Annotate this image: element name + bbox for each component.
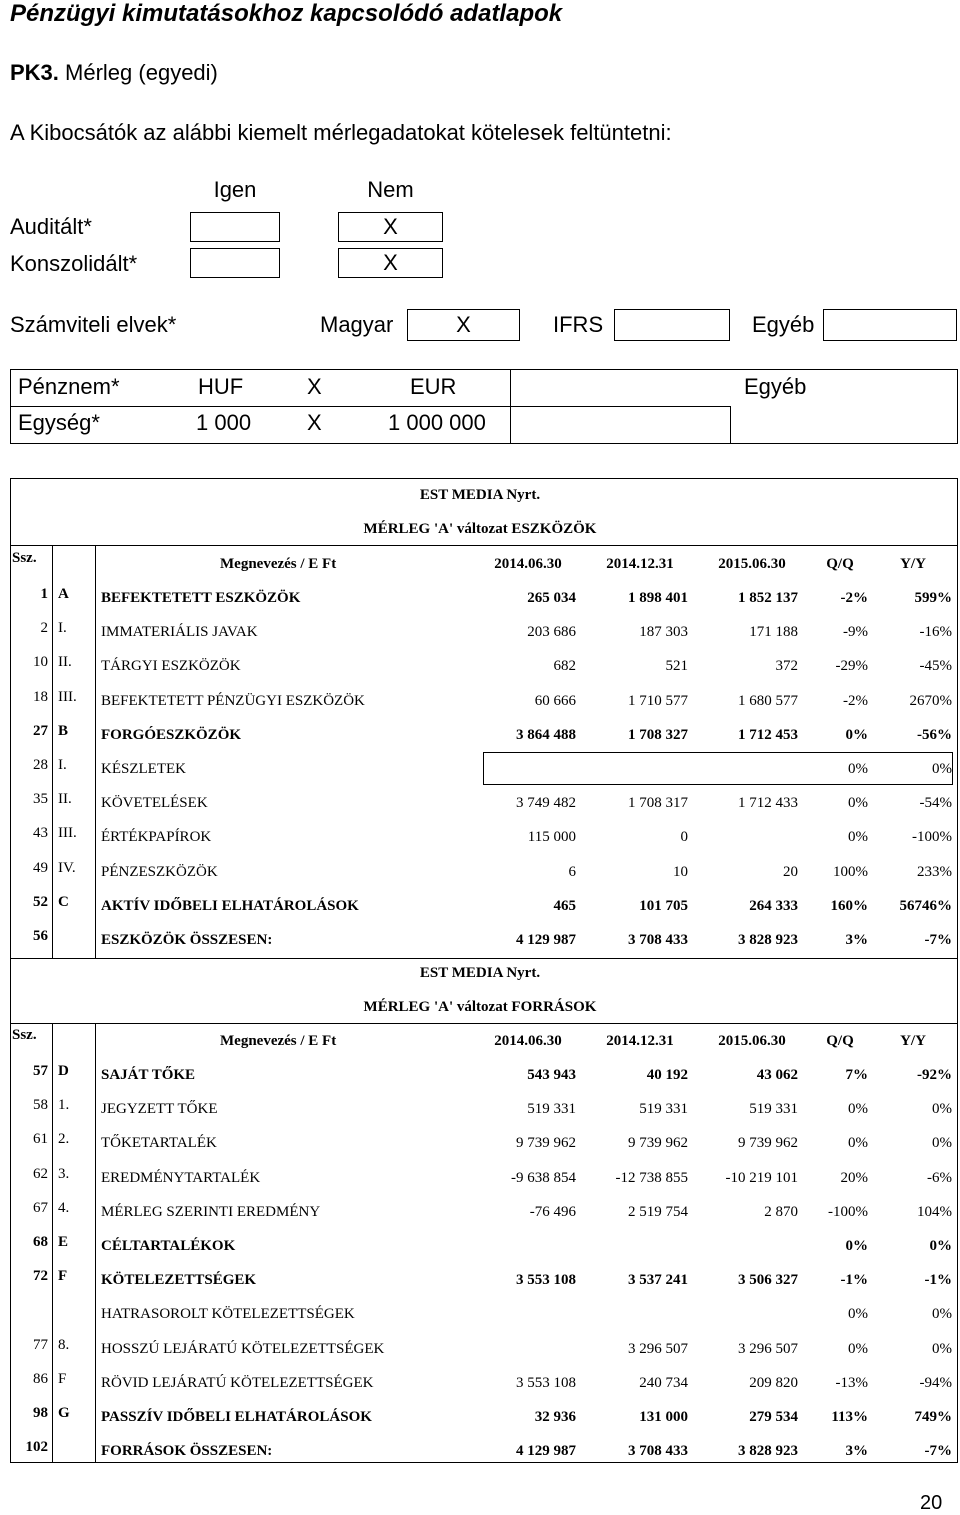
liabilities-row-0-c: D [58, 1063, 69, 1079]
assets-row-6-yy: -54% [919, 795, 952, 812]
liabilities-row-8-name: HOSSZÚ LEJÁRATÚ KÖTELEZETTSÉGEK [101, 1340, 385, 1357]
assets-row-8-v3: 20 [783, 863, 798, 880]
liabilities-row-5-c: E [58, 1234, 69, 1250]
assets-row-6-v2: 1 708 317 [628, 795, 688, 812]
assets-row-1-name: IMMATERIÁLIS JAVAK [101, 624, 258, 641]
assets-row-3-v2: 1 710 577 [628, 692, 688, 709]
liabilities-row-4-v3: 2 870 [764, 1203, 798, 1220]
liabilities-row-2-name: TŐKETARTALÉK [101, 1135, 217, 1152]
unit-label: Egység* [18, 410, 100, 435]
liabilities-row-10-n: 98 [33, 1405, 48, 1421]
liabilities-row-10-name: PASSZÍV IDŐBELI ELHATÁROLÁSOK [101, 1409, 372, 1425]
assets-row-3-name: BEFEKTETETT PÉNZÜGYI ESZKÖZÖK [101, 692, 365, 709]
assets-row-8-v1: 6 [568, 863, 576, 880]
assets-row-10-qq: 3% [845, 932, 868, 948]
liabilities-row-2-v3: 9 739 962 [738, 1135, 798, 1152]
consolidated-label: Konszolidált* [10, 251, 138, 276]
audited-no-box[interactable]: X [338, 212, 443, 242]
assets-row-3-c: III. [58, 688, 77, 705]
liabilities-row-0-v2: 40 192 [646, 1067, 688, 1083]
assets-row-7-v1: 115 000 [527, 829, 576, 846]
liabilities-row-11-n: 102 [25, 1439, 48, 1456]
assets-header-0: Ssz. [12, 550, 37, 566]
liabilities-header-4: 2015.06.30 [718, 1033, 786, 1049]
assets-row-2-v3: 372 [775, 658, 798, 675]
liabilities-row-9-v1: 3 553 108 [516, 1374, 576, 1391]
liabilities-row-11-v1: 4 129 987 [516, 1443, 576, 1460]
assets-row-10-v3: 3 828 923 [738, 932, 798, 948]
audited-yes-box[interactable] [190, 212, 280, 242]
liabilities-row-0-v1: 543 943 [527, 1067, 576, 1083]
assets-row-7-v2: 0 [680, 829, 688, 846]
liabilities-row-8-c: 8. [58, 1336, 70, 1353]
assets-row-4-name: FORGÓESZKÖZÖK [101, 726, 242, 743]
liabilities-row-1-name: JEGYZETT TŐKE [101, 1101, 218, 1118]
magyar-label: Magyar [320, 312, 394, 337]
assets-row-0-v3: 1 852 137 [738, 590, 798, 606]
assets-header-5: Q/Q [826, 556, 854, 572]
liabilities-row-4-yy: 104% [917, 1203, 952, 1220]
currency-other-label: Egyéb [744, 374, 807, 399]
liabilities-row-6-name: KÖTELEZETTSÉGEK [101, 1272, 257, 1289]
million-label: 1 000 000 [388, 410, 486, 435]
assets-row-4-v3: 1 712 453 [738, 726, 798, 743]
assets-row-1-v1: 203 686 [527, 624, 576, 641]
assets-row-8-yy: 233% [917, 863, 952, 880]
liabilities-row-6-c: F [58, 1268, 68, 1285]
assets-row-4-v1: 3 864 488 [516, 726, 576, 743]
currency-label: Pénznem* [18, 374, 120, 399]
assets-header-6: Y/Y [900, 556, 926, 572]
liabilities-row-11-yy: -7% [924, 1443, 952, 1460]
liabilities-row-11-v3: 3 828 923 [738, 1443, 798, 1460]
liabilities-row-4-name: MÉRLEG SZERINTI EREDMÉNY [101, 1203, 321, 1220]
liabilities-row-11-v2: 3 708 433 [628, 1443, 688, 1460]
assets-row-4-yy: -56% [917, 726, 952, 743]
intro-text: A Kibocsátók az alábbi kiemelt mérlegadatokat kötelesek feltüntetni: [10, 120, 672, 145]
liabilities-row-0-name: SAJÁT TŐKE [101, 1067, 196, 1083]
assets-row-3-yy: 2670% [909, 692, 952, 709]
liabilities-row-10-yy: 749% [914, 1409, 952, 1425]
liabilities-row-4-n: 67 [33, 1199, 48, 1216]
section-heading [10, 60, 218, 86]
assets-row-10-v1: 4 129 987 [516, 932, 576, 948]
section-code: PK3. [10, 60, 59, 85]
assets-row-5-c: I. [58, 757, 67, 773]
liabilities-row-4-c: 4. [58, 1199, 70, 1216]
liabilities-row-8-v2: 3 296 507 [628, 1340, 688, 1357]
assets-row-6-c: II. [58, 791, 72, 808]
liabilities-row-2-v2: 9 739 962 [628, 1135, 688, 1152]
thousand-mark[interactable]: X [307, 410, 322, 435]
assets-row-1-n: 2 [40, 620, 48, 637]
eur-label: EUR [410, 374, 457, 399]
assets-row-10-v2: 3 708 433 [628, 932, 688, 948]
liabilities-row-4-v2: 2 519 754 [628, 1203, 688, 1220]
assets-header-1: Megnevezés / E Ft [220, 556, 337, 572]
assets-row-5-yy: 0% [932, 761, 952, 777]
consolidated-no-box[interactable]: X [338, 248, 443, 278]
assets-row-1-qq: -9% [843, 624, 868, 641]
assets-row-4-c: B [58, 722, 69, 739]
liabilities-header-2: 2014.06.30 [494, 1033, 562, 1049]
liabilities-row-3-name: EREDMÉNYTARTALÉK [101, 1169, 261, 1186]
assets-row-4-qq: 0% [845, 726, 868, 743]
assets-company: EST MEDIA Nyrt. [419, 487, 541, 503]
assets-row-3-qq: -2% [843, 692, 868, 709]
assets-header-2: 2014.06.30 [494, 556, 562, 572]
assets-row-10-n: 56 [33, 928, 48, 944]
assets-row-9-v1: 465 [553, 897, 576, 914]
assets-row-2-yy: -45% [919, 658, 952, 675]
liabilities-row-6-v3: 3 506 327 [738, 1272, 798, 1289]
assets-row-2-name: TÁRGYI ESZKÖZÖK [101, 658, 241, 675]
liabilities-row-3-qq: 20% [840, 1169, 868, 1186]
liabilities-row-1-v2: 519 331 [639, 1101, 688, 1118]
liabilities-row-9-v3: 209 820 [749, 1374, 798, 1391]
ifrs-box[interactable] [614, 309, 730, 341]
assets-row-6-qq: 0% [848, 795, 868, 812]
liabilities-row-10-v1: 32 936 [534, 1409, 576, 1425]
assets-row-2-qq: -29% [835, 658, 868, 675]
liabilities-row-0-qq: 7% [845, 1067, 868, 1083]
assets-row-0-n: 1 [40, 586, 48, 602]
thousand-label: 1 000 [196, 410, 252, 435]
liabilities-row-8-yy: 0% [932, 1340, 952, 1357]
assets-row-7-name: ÉRTÉKPAPÍROK [101, 829, 212, 846]
assets-row-9-qq: 160% [830, 897, 868, 914]
assets-row-8-v2: 10 [673, 863, 688, 880]
liabilities-row-6-n: 72 [33, 1268, 48, 1285]
page-title: Pénzügyi kimutatásokhoz kapcsolódó adatlapok [10, 0, 563, 27]
liabilities-header-5: Q/Q [826, 1033, 854, 1049]
liabilities-row-7-qq: 0% [848, 1306, 868, 1323]
liabilities-row-9-v2: 240 734 [639, 1374, 688, 1391]
consolidated-yes-box[interactable] [190, 248, 280, 278]
huf-mark[interactable]: X [307, 374, 322, 399]
assets-row-6-v3: 1 712 433 [738, 795, 798, 812]
assets-row-0-qq: -2% [840, 590, 868, 606]
liabilities-row-4-v1: -76 496 [529, 1203, 576, 1220]
audited-label: Auditált* [10, 214, 92, 239]
liabilities-header-1: Megnevezés / E Ft [220, 1033, 337, 1049]
liabilities-row-8-v3: 3 296 507 [738, 1340, 798, 1357]
assets-row-0-yy: 599% [914, 590, 952, 606]
assets-row-8-n: 49 [33, 859, 48, 876]
liabilities-row-9-qq: -13% [835, 1374, 868, 1391]
assets-table-title: MÉRLEG 'A' változat ESZKÖZÖK [363, 521, 597, 537]
assets-row-4-n: 27 [33, 722, 48, 739]
liabilities-row-6-v1: 3 553 108 [516, 1272, 576, 1289]
assets-row-0-c: A [58, 586, 69, 602]
liabilities-row-0-yy: -92% [917, 1067, 952, 1083]
liabilities-row-9-c: F [58, 1370, 67, 1387]
liabilities-row-1-v1: 519 331 [527, 1101, 576, 1118]
page-number: 20 [920, 1492, 943, 1514]
assets-row-7-yy: -100% [912, 829, 952, 846]
assets-row-10-name: ESZKÖZÖK ÖSSZESEN: [101, 932, 273, 948]
liabilities-row-3-v1: -9 638 854 [511, 1169, 576, 1186]
liabilities-row-10-qq: 113% [831, 1409, 868, 1425]
liabilities-row-1-n: 58 [33, 1097, 48, 1114]
liabilities-row-11-qq: 3% [845, 1443, 868, 1460]
liabilities-row-5-n: 68 [33, 1234, 48, 1250]
principles-other-box[interactable] [823, 309, 957, 341]
liabilities-row-1-v3: 519 331 [749, 1101, 798, 1118]
assets-row-6-v1: 3 749 482 [516, 795, 576, 812]
assets-row-7-n: 43 [33, 825, 48, 842]
liabilities-row-1-c: 1. [58, 1097, 70, 1114]
principles-label: Számviteli elvek* [10, 312, 177, 337]
liabilities-row-0-v3: 43 062 [756, 1067, 798, 1083]
liabilities-row-11-name: FORRÁSOK ÖSSZESEN: [101, 1443, 273, 1460]
assets-row-5-qq: 0% [848, 761, 868, 777]
liabilities-header-0: Ssz. [12, 1027, 37, 1043]
liabilities-row-2-c: 2. [58, 1131, 70, 1148]
assets-row-1-yy: -16% [919, 624, 952, 641]
principles-other-label: Egyéb [752, 312, 815, 337]
tables-border [10, 478, 958, 1463]
assets-header-4: 2015.06.30 [718, 556, 786, 572]
liabilities-row-3-n: 62 [33, 1165, 48, 1182]
no-label: Nem [367, 177, 414, 202]
liabilities-table-title: MÉRLEG 'A' változat FORRÁSOK [363, 999, 597, 1015]
liabilities-row-6-v2: 3 537 241 [628, 1272, 688, 1289]
liabilities-row-9-yy: -94% [919, 1374, 952, 1391]
assets-row-9-n: 52 [33, 893, 48, 910]
assets-row-8-name: PÉNZESZKÖZÖK [101, 863, 218, 880]
liabilities-row-6-yy: -1% [924, 1272, 952, 1289]
liabilities-row-4-qq: -100% [828, 1203, 868, 1220]
assets-header-3: 2014.12.31 [606, 556, 674, 572]
assets-row-2-v1: 682 [553, 658, 576, 675]
assets-row-3-v1: 60 666 [534, 692, 576, 709]
liabilities-row-8-qq: 0% [848, 1340, 868, 1357]
liabilities-row-2-yy: 0% [932, 1135, 952, 1152]
liabilities-row-1-yy: 0% [932, 1101, 952, 1118]
assets-row-6-n: 35 [33, 791, 48, 808]
liabilities-row-5-qq: 0% [845, 1238, 868, 1254]
assets-row-9-name: AKTÍV IDŐBELI ELHATÁROLÁSOK [101, 897, 359, 914]
liabilities-row-3-c: 3. [58, 1165, 70, 1182]
assets-row-5-n: 28 [33, 757, 48, 773]
liabilities-row-6-qq: -1% [840, 1272, 868, 1289]
assets-row-9-v3: 264 333 [749, 897, 798, 914]
liabilities-row-10-v3: 279 534 [749, 1409, 798, 1425]
liabilities-row-3-v3: -10 219 101 [725, 1169, 798, 1186]
assets-row-0-v2: 1 898 401 [628, 590, 688, 606]
assets-row-3-v3: 1 680 577 [738, 692, 798, 709]
assets-row-0-v1: 265 034 [527, 590, 576, 606]
liabilities-row-3-v2: -12 738 855 [615, 1169, 688, 1186]
liabilities-row-2-n: 61 [33, 1131, 48, 1148]
assets-row-2-v2: 521 [665, 658, 688, 675]
yes-label: Igen [213, 177, 257, 202]
assets-row-7-c: III. [58, 825, 77, 842]
assets-row-3-n: 18 [33, 688, 48, 705]
liabilities-row-7-name: HATRASOROLT KÖTELEZETTSÉGEK [101, 1306, 355, 1323]
magyar-box[interactable]: X [407, 309, 520, 341]
liabilities-company: EST MEDIA Nyrt. [419, 965, 541, 981]
liabilities-row-3-yy: -6% [927, 1169, 952, 1186]
assets-row-9-c: C [58, 893, 69, 910]
liabilities-row-1-qq: 0% [848, 1101, 868, 1118]
assets-row-10-yy: -7% [924, 932, 952, 948]
liabilities-row-2-qq: 0% [848, 1135, 868, 1152]
ifrs-label: IFRS [553, 312, 604, 337]
liabilities-row-7-yy: 0% [932, 1306, 952, 1323]
section-name: Mérleg (egyedi) [58, 60, 218, 85]
liabilities-row-10-c: G [58, 1405, 70, 1421]
liabilities-row-8-n: 77 [33, 1336, 48, 1353]
assets-row-5-name: KÉSZLETEK [101, 761, 186, 777]
assets-row-8-qq: 100% [833, 863, 868, 880]
assets-row-1-v2: 187 303 [639, 624, 688, 641]
assets-row-8-c: IV. [58, 859, 76, 876]
assets-row-9-v2: 101 705 [639, 897, 688, 914]
assets-row-2-n: 10 [33, 654, 48, 671]
liabilities-row-10-v2: 131 000 [639, 1409, 688, 1425]
assets-row-0-name: BEFEKTETETT ESZKÖZÖK [101, 590, 301, 606]
liabilities-row-9-name: RÖVID LEJÁRATÚ KÖTELEZETTSÉGEK [101, 1374, 374, 1391]
liabilities-header-3: 2014.12.31 [606, 1033, 674, 1049]
assets-row-2-c: II. [58, 654, 72, 671]
assets-row-7-qq: 0% [848, 829, 868, 846]
assets-row-9-yy: 56746% [899, 897, 952, 914]
huf-label: HUF [198, 374, 244, 399]
assets-row-1-c: I. [58, 620, 67, 637]
assets-row-6-name: KÖVETELÉSEK [101, 795, 208, 812]
liabilities-header-6: Y/Y [900, 1033, 926, 1049]
liabilities-row-5-name: CÉLTARTALÉKOK [101, 1238, 236, 1254]
liabilities-row-5-yy: 0% [929, 1238, 952, 1254]
liabilities-row-0-n: 57 [33, 1063, 48, 1079]
liabilities-row-2-v1: 9 739 962 [516, 1135, 576, 1152]
assets-row-4-v2: 1 708 327 [628, 726, 688, 743]
liabilities-row-9-n: 86 [33, 1370, 48, 1387]
assets-row-1-v3: 171 188 [749, 624, 798, 641]
